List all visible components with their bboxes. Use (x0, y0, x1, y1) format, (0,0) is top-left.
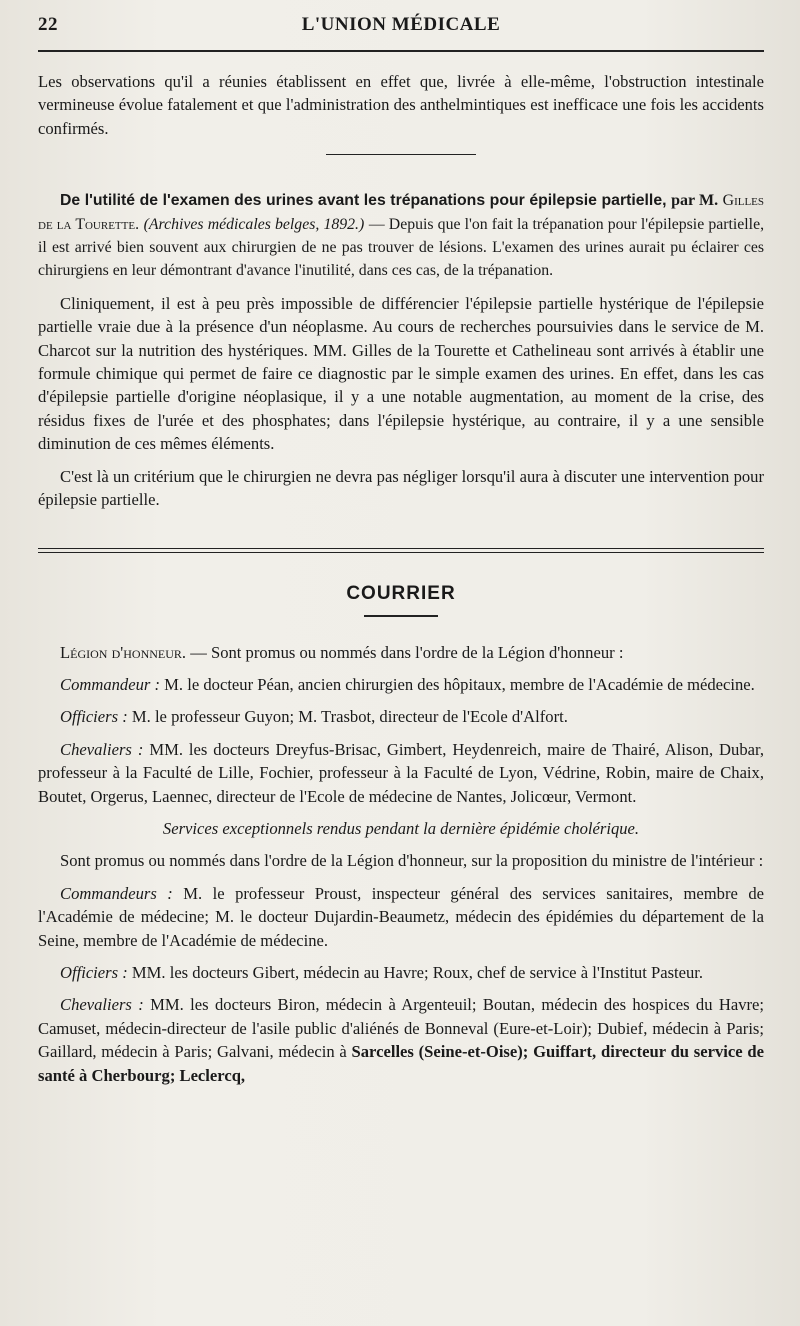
chevaliers-2-text: MM. les docteurs Biron, médecin à Argenteuil; Boutan, médecin des hospices du Havre; Camuset, médecin-directeur de l'asile public d'aliénés de Bonneval (Eure-et-Loir); Dubief, médecin à Paris; Gaillard, médecin à Paris; Galvani, médecin à (38, 995, 765, 1062)
chevaliers-2-paragraph (38, 993, 764, 1087)
header-rule (38, 50, 764, 52)
commandeur-label: Commandeur : (60, 674, 161, 694)
commandeurs-label: Commandeurs : (60, 883, 173, 903)
article-lead: — Depuis que l'on fait la trépanation pour l'épilepsie partielle, il est arrivé bien souvent aux chirurgien de ne pas trouver de lésions. L'examen des urines aurait pu éclairer ces chirurgiens en leur démontrant d'avance l'inutilité, dans ces cas, de la trépanation. (38, 215, 765, 280)
commandeurs-paragraph (38, 882, 764, 952)
services-heading (38, 817, 764, 840)
running-header (38, 14, 764, 44)
article-source: (Archives médicales belges, 1892.) (143, 215, 365, 233)
officiers-2-label: Officiers : (60, 962, 128, 982)
officiers-2-paragraph (38, 961, 764, 984)
courrier-title: COURRIER (346, 582, 456, 604)
interieur-paragraph: Sont promus ou nommés dans l'ordre de la Légion d'honneur, sur la proposition du ministre de l'intérieur : (60, 851, 764, 871)
commandeurs-text: M. le professeur Proust, inspecteur général des services sanitaires, membre de l'Académie de médecine; M. le docteur Dujardin-Beaumetz, médecin des épidémies du département de la Seine, membre de l'Académie de médecine. (38, 883, 765, 950)
page-number: 22 (38, 14, 58, 35)
services-text: Services exceptionnels rendus pendant la dernière épidémie cholérique. (162, 818, 640, 838)
chevaliers-2-label: Chevaliers : (60, 995, 144, 1015)
courrier-paragraph-1 (38, 641, 764, 664)
article-by: par M. (671, 192, 719, 210)
chevaliers-2-bold: Sarcelles (Seine-et-Oise); Guiffart, directeur du service de santé à Cherbourg; Leclercq, (38, 1042, 764, 1085)
chevaliers-paragraph (38, 738, 764, 808)
officiers-2-text: MM. les docteurs Gibert, médecin au Havre; Roux, chef de service à l'Institut Pasteur. (127, 962, 704, 982)
article-author: Gilles de la Tourette. (38, 192, 765, 233)
legion-label: Légion d'honneur. (60, 642, 187, 662)
commandeur-paragraph (38, 673, 764, 696)
officiers-paragraph (38, 705, 764, 728)
double-rule (38, 548, 764, 553)
article-heading-paragraph (38, 189, 764, 283)
legion-text: — Sont promus ou nommés dans l'ordre de la Légion d'honneur : (186, 642, 624, 662)
article-title: De l'utilité de l'examen des urines avant les trépanations pour épilepsie partielle, (60, 192, 667, 210)
chevaliers-text: MM. les docteurs Dreyfus-Brisac, Gimbert, Heydenreich, maire de Thairé, Alison, Dubar, professeur à la Faculté de Lille, Fochier, professeur à la Faculté de Lyon, Védrine, Robin, maire de Chaix, Boutet, Orgerus, Laennec, directeur de l'Ecole de médecine de Nantes, Jolicœur, Vermont. (38, 739, 764, 806)
section-separator (326, 154, 476, 155)
journal-title: L'UNION MÉDICALE (301, 14, 501, 35)
courrier-rule (364, 615, 438, 617)
commandeur-text: M. le docteur Péan, ancien chirurgien des hôpitaux, membre de l'Académie de médecine. (160, 674, 755, 694)
officiers-text: M. le professeur Guyon; M. Trasbot, directeur de l'Ecole d'Alfort. (127, 707, 568, 727)
intro-paragraph: Les observations qu'il a réunies établissent en effet que, livrée à elle-même, l'obstruction intestinale vermineuse évolue fatalement et que l'administration des anthelmintiques est inefficace une fois les accidents confirmés. (38, 72, 764, 138)
officiers-label: Officiers : (60, 707, 128, 727)
article-paragraph-3: C'est là un critérium que le chirurgien ne devra pas négliger lorsqu'il aura à discuter une intervention pour épilepsie partielle. (38, 466, 764, 510)
chevaliers-label: Chevaliers : (60, 739, 144, 759)
article-paragraph-2: Cliniquement, il est à peu près impossible de différencier l'épilepsie partielle hystérique de l'épilepsie partielle vraie due à la présence d'un néoplasme. Au cours de recherches poursuivies dans le service de M. Charcot sur la nutrition des hystériques. MM. Gilles de la Tourette et Cathelineau sont arrivés à établir une formule chimique qui permet de faire ce diagnostic par le simple examen des urines. En effet, dans les cas d'épilepsie partielle d'origine néoplasique, il y a une notable augmentation, au moment de la crise, des résidus fixes de l'urée et des phosphates; dans l'épilepsie hystérique, au contraire, il y a une sensible diminution de ces mêmes éléments. (38, 293, 764, 454)
